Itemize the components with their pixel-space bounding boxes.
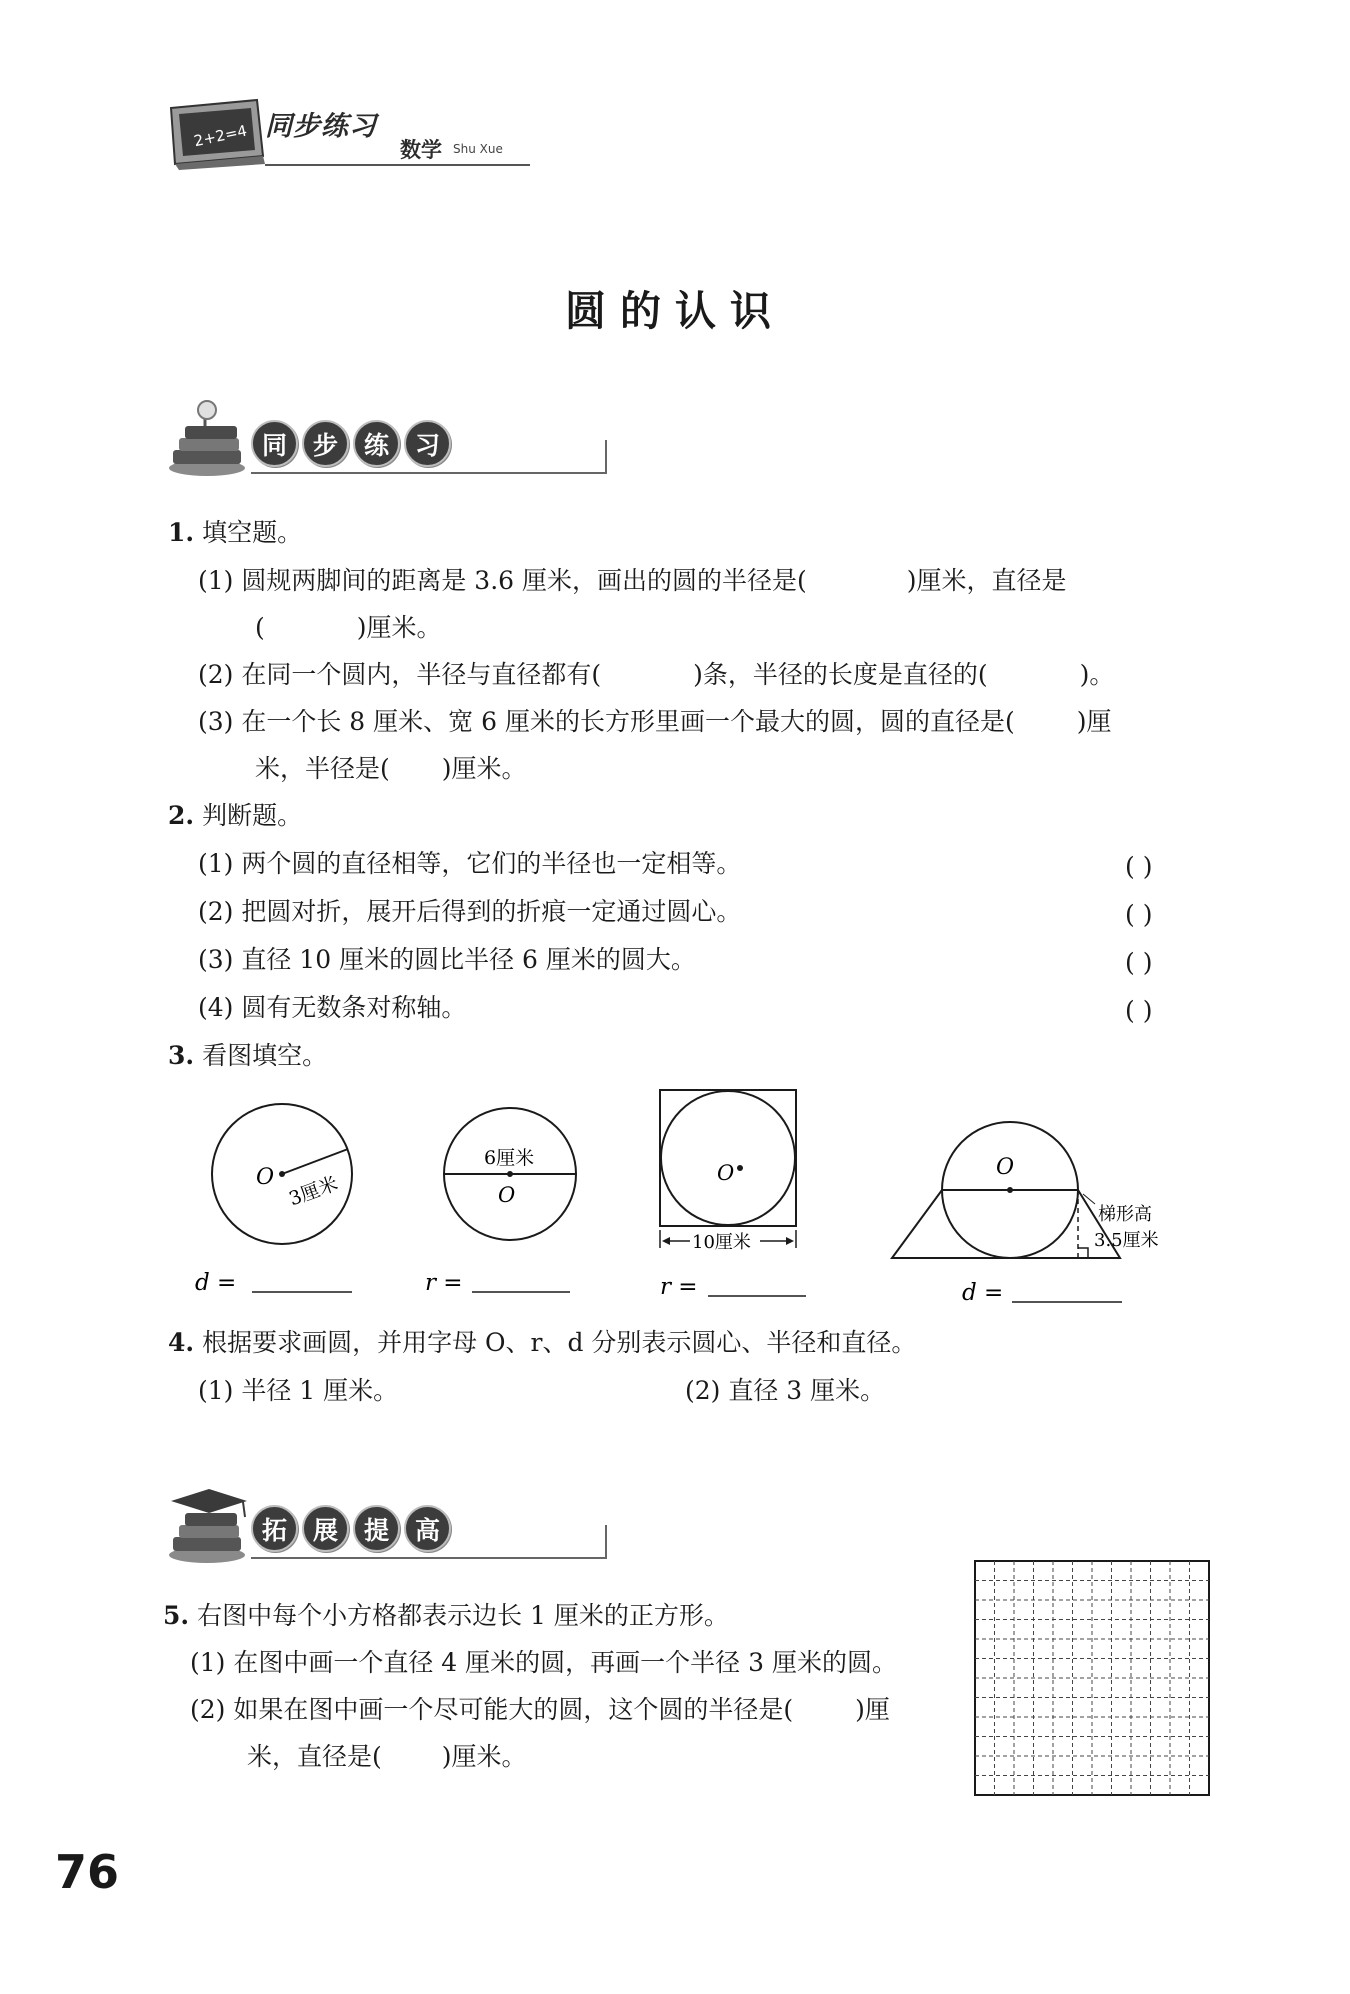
- section-banner-sync-practice: [165, 400, 455, 480]
- fig3-circle-in-square: [660, 1090, 806, 1300]
- badge-char: 习: [404, 420, 451, 467]
- q1-part2: (2) 在同一个圆内，半径与直径都有( )条，半径的长度是直径的( )。: [198, 660, 1115, 689]
- badge-char: 提: [353, 1505, 400, 1552]
- q1-part3-line2: 米，半径是( )厘米。: [255, 754, 527, 783]
- section-badges: [251, 1505, 451, 1552]
- fig3-side-label: 10厘米: [692, 1232, 751, 1253]
- q4-item-2: (2) 直径 3 厘米。: [685, 1376, 886, 1405]
- fig3-answer-label: r =: [660, 1274, 698, 1300]
- badge-char: 同: [251, 420, 298, 467]
- q5-square-grid: [972, 1558, 1212, 1798]
- q2-answer-bracket-1: ( ): [1125, 852, 1153, 881]
- series-name: 同步练习: [265, 111, 377, 142]
- fig4-circle-trapezoid: [892, 1122, 1159, 1306]
- q5-title: 5. 右图中每个小方格都表示边长 1 厘米的正方形。: [163, 1601, 729, 1630]
- q5-item-2-line1: (2) 如果在图中画一个尽可能大的圆，这个圆的半径是( )厘: [190, 1695, 890, 1724]
- q4-title: 4. 根据要求画圆，并用字母 O、r、d 分别表示圆心、半径和直径。: [168, 1328, 917, 1357]
- section-rule: [251, 472, 607, 474]
- fig1-answer-label: d =: [195, 1270, 237, 1296]
- fig1-circle-radius: [195, 1104, 352, 1296]
- page-header: [165, 98, 535, 170]
- fig4-height-label-2: 3.5厘米: [1094, 1230, 1159, 1251]
- fig4-center-label: O: [996, 1155, 1015, 1180]
- badge-char: 高: [404, 1505, 451, 1552]
- fig2-answer-label: r =: [425, 1270, 463, 1296]
- fig2-diameter-label: 6厘米: [484, 1147, 535, 1169]
- q2-title: 2. 判断题。: [168, 801, 303, 830]
- fig4-height-label-1: 梯形高: [1098, 1204, 1152, 1225]
- q1-part1-line2: ( )厘米。: [255, 613, 442, 642]
- page-number: 76: [55, 1845, 120, 1899]
- section-rule-end: [605, 440, 607, 474]
- section-rule: [251, 1557, 607, 1559]
- badge-char: 步: [302, 420, 349, 467]
- section-rule-end: [605, 1525, 607, 1559]
- books-graduation-cap-icon: [165, 1485, 255, 1565]
- subject-name: 数学: [400, 138, 442, 162]
- q5-item-1: (1) 在图中画一个直径 4 厘米的圆，再画一个半径 3 厘米的圆。: [190, 1648, 897, 1677]
- fig2-circle-diameter: [425, 1108, 576, 1296]
- fig3-center-label: O: [717, 1161, 735, 1185]
- q2-item-4: (4) 圆有无数条对称轴。: [198, 993, 467, 1022]
- page-title: 圆的认识: [565, 287, 785, 335]
- fig2-center-label: O: [498, 1183, 516, 1207]
- q3-figures: [190, 1090, 1159, 1310]
- badge-char: 拓: [251, 1505, 298, 1552]
- books-lamp-icon: [165, 400, 255, 480]
- q3-title: 3. 看图填空。: [168, 1041, 328, 1070]
- q2-answer-bracket-2: ( ): [1125, 900, 1153, 929]
- q2-item-3: (3) 直径 10 厘米的圆比半径 6 厘米的圆大。: [198, 945, 696, 974]
- subject-pinyin: Shu Xue: [453, 142, 503, 156]
- q2-item-2: (2) 把圆对折，展开后得到的折痕一定通过圆心。: [198, 897, 742, 926]
- q2-answer-bracket-4: ( ): [1125, 996, 1153, 1025]
- q1-part1-line1: (1) 圆规两脚间的距离是 3.6 厘米，画出的圆的半径是( )厘米，直径是: [198, 566, 1067, 595]
- header-rule: [265, 164, 530, 166]
- q2-item-1: (1) 两个圆的直径相等，它们的半径也一定相等。: [198, 849, 742, 878]
- fig1-radius-label: 3厘米: [286, 1172, 341, 1211]
- q5-item-2-line2: 米，直径是( )厘米。: [247, 1742, 527, 1771]
- q4-item-1: (1) 半径 1 厘米。: [198, 1376, 399, 1405]
- board-text: 2+2=4: [192, 121, 249, 151]
- q1-title: 1. 填空题。: [168, 518, 303, 547]
- section-banner-extension: [165, 1485, 455, 1565]
- badge-char: 展: [302, 1505, 349, 1552]
- section-badges: [251, 420, 451, 467]
- fig4-answer-label: d =: [962, 1280, 1004, 1306]
- badge-char: 练: [353, 420, 400, 467]
- fig1-center-label: O: [256, 1165, 275, 1190]
- q1-part3-line1: (3) 在一个长 8 厘米、宽 6 厘米的长方形里画一个最大的圆，圆的直径是( )厘: [198, 707, 1112, 736]
- q2-answer-bracket-3: ( ): [1125, 948, 1153, 977]
- chalkboard-monitor-icon: [165, 98, 270, 170]
